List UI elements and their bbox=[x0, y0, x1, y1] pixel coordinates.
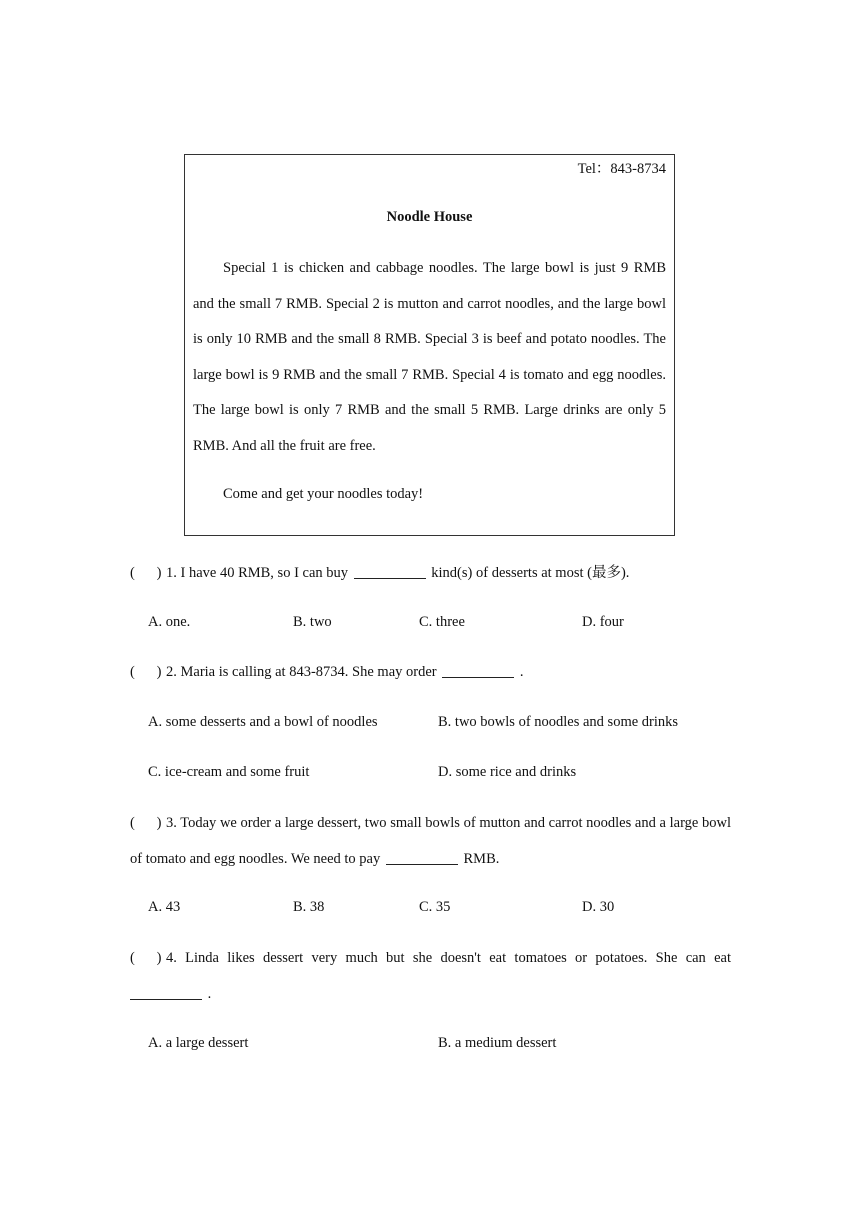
answer-bracket[interactable]: ( ) bbox=[130, 815, 162, 831]
option-c[interactable]: C. ice-cream and some fruit bbox=[148, 764, 310, 780]
question-1-text: 1. I have 40 RMB, so I can buy bbox=[166, 565, 349, 581]
answer-blank[interactable] bbox=[354, 577, 426, 579]
answer-blank[interactable] bbox=[130, 998, 202, 1000]
noodle-house-ad bbox=[184, 154, 675, 536]
question-2-text-end: . bbox=[519, 664, 524, 680]
option-b[interactable]: B. two bbox=[293, 614, 332, 630]
option-a[interactable]: A. a large dessert bbox=[148, 1035, 249, 1051]
question-2 bbox=[130, 664, 523, 681]
question-3-text-end: RMB. bbox=[463, 850, 500, 867]
answer-blank[interactable] bbox=[442, 676, 514, 678]
ad-body-text: Special 1 is chicken and cabbage noodles. The large bowl is just 9 RMB and the small 7 RMB. Special 2 is mutton and carrot noodles, and the large bowl is only 10 RMB and the small 8 RMB. Special 3 is beef and potato noodles. The large bowl is 9 RMB and the small 7 RMB. Special 4 is tomato and egg noodles. The large bowl is only 7 RMB and the small 5 RMB. Large drinks are only 5 RMB. And all the fruit are free. bbox=[193, 260, 666, 454]
option-c[interactable]: C. 35 bbox=[419, 899, 451, 915]
option-b[interactable]: B. two bowls of noodles and some drinks bbox=[438, 714, 679, 730]
option-a[interactable]: A. 43 bbox=[148, 899, 181, 915]
option-d[interactable]: D. some rice and drinks bbox=[438, 764, 577, 780]
option-c[interactable]: C. three bbox=[419, 614, 465, 630]
ad-title: Noodle House bbox=[386, 209, 473, 225]
question-2-text: 2. Maria is calling at 843-8734. She may order bbox=[166, 664, 437, 680]
answer-bracket[interactable]: ( ) bbox=[130, 664, 162, 680]
question-3-text: 3. Today we order a large dessert, two small bowls of mutton and carrot noodles and a large bowl of tomato and egg noodles. We need to pay bbox=[130, 815, 731, 867]
ad-closing-line: Come and get your noodles today! bbox=[223, 486, 424, 502]
question-1-text-end: kind(s) of desserts at most (最多). bbox=[431, 565, 630, 581]
option-a[interactable]: A. some desserts and a bowl of noodles bbox=[148, 714, 378, 730]
option-a[interactable]: A. one. bbox=[148, 614, 191, 630]
option-d[interactable]: D. 30 bbox=[582, 899, 615, 915]
option-b[interactable]: B. a medium dessert bbox=[438, 1035, 557, 1051]
answer-blank[interactable] bbox=[386, 863, 458, 865]
answer-bracket[interactable]: ( ) bbox=[130, 950, 162, 966]
option-b[interactable]: B. 38 bbox=[293, 899, 325, 915]
question-4-text-end: . bbox=[207, 985, 212, 1002]
question-4 bbox=[130, 941, 731, 1012]
question-1 bbox=[130, 561, 629, 582]
question-3 bbox=[130, 806, 731, 877]
ad-telephone: Tel：843-8734 bbox=[577, 161, 666, 177]
answer-bracket[interactable]: ( ) bbox=[130, 565, 162, 581]
question-4-text: 4. Linda likes dessert very much but she doesn't eat tomatoes or potatoes. She can eat bbox=[166, 950, 731, 966]
option-d[interactable]: D. four bbox=[582, 614, 624, 630]
